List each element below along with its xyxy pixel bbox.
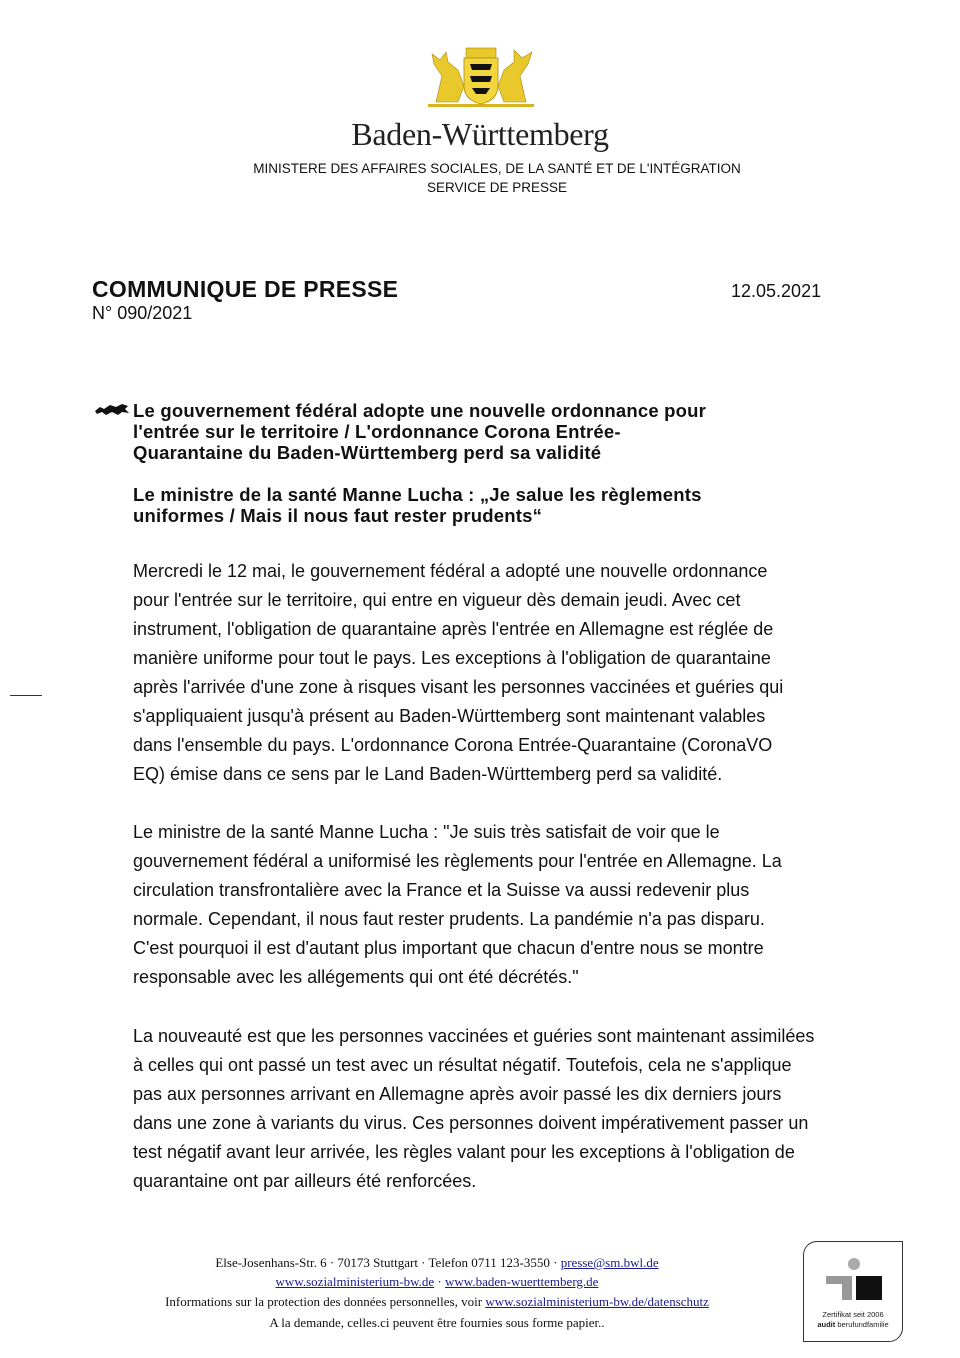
- paragraph-2: Le ministre de la santé Manne Lucha : "Je suis très satisfait de voir que le gouvernement fédéral a uniformisé les règlements pour l'entrée en Allemagne. La circulation transfrontalière avec la France et la Suisse va aussi redevenir plus normale. Cependant, il nous faut rester prudents. La pandémie n'a pas disparu. C'est pourquoi il est d'autant plus important que chacun d'entre nous se montre responsable avec les allégements qui ont été décrétés.": [133, 822, 782, 987]
- footer-address: Else-Josenhans-Str. 6 · 70173 Stuttgart · Telefon 0711 123-3550 · presse@sm.bwl.de: [215, 1255, 659, 1270]
- state-website-link[interactable]: www.baden-wuerttemberg.de: [445, 1274, 599, 1289]
- ministry-name: MINISTERE DES AFFAIRES SOCIALES, DE LA SANTÉ ET DE L'INTÉGRATION: [253, 161, 741, 176]
- document-title: COMMUNIQUE DE PRESSE: [92, 276, 399, 302]
- paragraph-3: La nouveauté est que les personnes vaccinées et guéries sont maintenant assimilées à celles qui ont passé un test avec un résultat négatif. Toutefois, cela ne s'applique pas aux personnes arrivant en Allemagne après avoir passé les dix derniers jours dans une zone à variants du virus. Ces personnes doivent impérativement passer un test négatif avant leur arrivée, les règles valant pour les exceptions à l'obligation de quarantaine ont par ailleurs été renforcées.: [133, 1026, 815, 1191]
- footer-paper-note: A la demande, celles.ci peuvent être fournies sous forme papier..: [269, 1315, 605, 1330]
- press-number: N° 090/2021: [92, 303, 193, 323]
- service-name: SERVICE DE PRESSE: [426, 180, 568, 195]
- footer-privacy: Informations sur la protection des données personnelles, voir www.sozialministerium-bw.de/datenschutz: [165, 1294, 709, 1309]
- footer-websites: www.sozialministerium-bw.de · www.baden-wuerttemberg.de: [275, 1274, 599, 1289]
- coat-of-arms-logo: [428, 46, 534, 108]
- fold-mark: [10, 695, 42, 696]
- subheadline: Le ministre de la santé Manne Lucha : „Je salue les règlements uniformes / Mais il nous faut rester prudents“: [133, 484, 702, 526]
- certificate-logo-icon: [826, 1258, 882, 1306]
- email-link[interactable]: presse@sm.bwl.de: [560, 1255, 659, 1270]
- paragraph-1: Mercredi le 12 mai, le gouvernement fédéral a adopté une nouvelle ordonnance pour l'entrée sur le territoire, qui entre en vigueur dès demain jeudi. Avec cet instrument, l'obligation de quarantaine après l'entrée en Allemagne est réglée de manière uniforme pour tout le pays. Les exceptions à l'obligation de quarantaine après l'arrivée d'une zone à risques visant les personnes vaccinées et guéries qui s'appliquaient jusqu'à présent au Baden-Württemberg sont maintenant valables dans l'ensemble du pays. L'ordonnance Corona Entrée-Quarantaine (CoronaVO EQ) émise dans ce sens par le Land Baden-Württemberg perd sa validité.: [133, 561, 784, 784]
- headline: Le gouvernement fédéral adopte une nouvelle ordonnance pour l'entrée sur le territoire / L'ordonnance Corona Entrée- Quarantaine du Baden-Württemberg perd sa validité: [133, 400, 707, 463]
- lion-icon: [94, 401, 130, 417]
- certificate-badge: Zertifikat seit 2006 audit berufundfamilie: [803, 1241, 903, 1342]
- ministry-website-link[interactable]: www.sozialministerium-bw.de: [275, 1274, 435, 1289]
- press-date: 12.05.2021: [731, 281, 822, 301]
- brand-wordmark: Baden-Württemberg: [351, 116, 609, 152]
- privacy-link[interactable]: www.sozialministerium-bw.de/datenschutz: [485, 1294, 709, 1309]
